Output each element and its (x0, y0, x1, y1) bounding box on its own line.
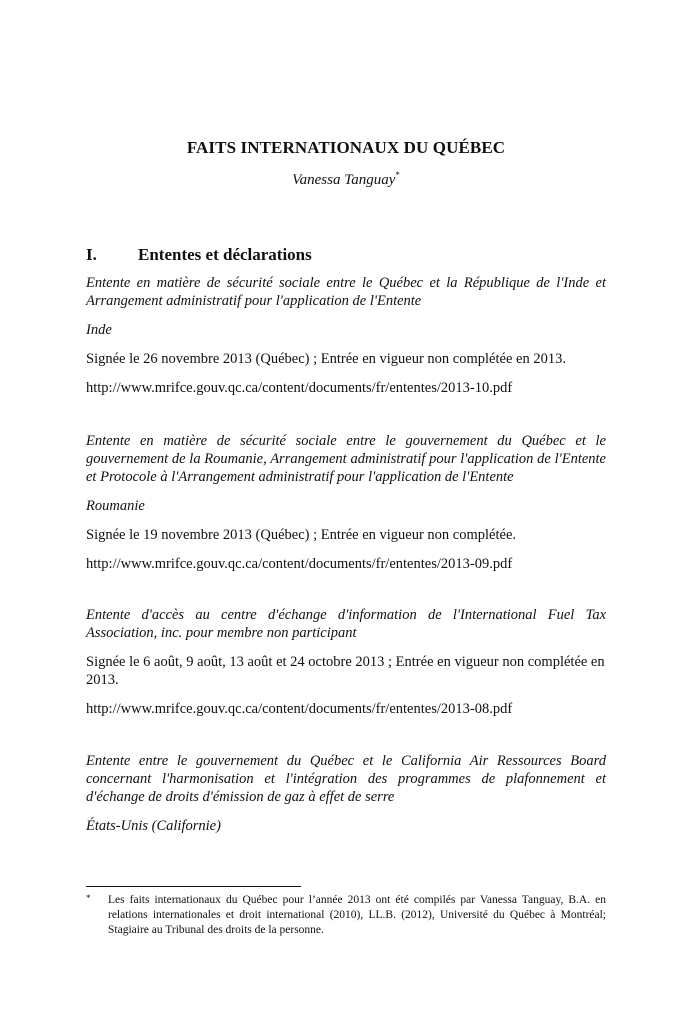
agreement-title: Entente en matière de sécurité sociale entre le Québec et la République de l'Inde et Arrangement administratif pour l'application de l'Entente (86, 275, 606, 309)
section-number: I. (86, 245, 97, 264)
agreement-title: Entente d'accès au centre d'échange d'information de l'International Fuel Tax Association, inc. pour membre non participant (86, 607, 606, 641)
agreement-country: Inde (86, 322, 112, 338)
author-line (86, 172, 606, 189)
author-name: Vanessa Tanguay (292, 172, 396, 188)
agreement-link[interactable]: http://www.mrifce.gouv.qc.ca/content/documents/fr/ententes/2013-08.pdf (86, 701, 513, 717)
footnote-text: Les faits internationaux du Québec pour l’année 2013 ont été compilés par Vanessa Tanguay, B.A. en relations internationales et droit international (2010), LL.B. (2012), Université du Québec à Montréal; Stagiaire au Tribunal des droits de la personne. (108, 894, 606, 936)
agreement-entry (86, 274, 606, 397)
agreement-link[interactable]: http://www.mrifce.gouv.qc.ca/content/documents/fr/ententes/2013-10.pdf (86, 380, 513, 396)
footnote (86, 893, 606, 938)
agreement-link[interactable]: http://www.mrifce.gouv.qc.ca/content/documents/fr/ententes/2013-09.pdf (86, 556, 513, 572)
agreement-entry (86, 606, 606, 718)
document-page (86, 0, 606, 1024)
agreement-entry (86, 432, 606, 573)
agreement-title: Entente en matière de sécurité sociale entre le gouvernement du Québec et le gouvernement de la Roumanie, Arrangement administratif pour l'application de l'Entente et Protocole à l'Arrangement administratif pour l'application de l'Entente (86, 433, 606, 485)
agreement-signature-status: Signée le 6 août, 9 août, 13 août et 24 octobre 2013 ; Entrée en vigueur non complétée en 2013. (86, 654, 605, 688)
agreement-entry (86, 752, 606, 846)
agreement-country: États-Unis (Californie) (86, 818, 221, 834)
agreement-title: Entente entre le gouvernement du Québec et le California Air Ressources Board concernant l'harmonisation et l'intégration des programmes de plafonnement et d'échange de droits d'émission de gaz à effet de serre (86, 753, 606, 805)
section-title: Ententes et déclarations (138, 245, 312, 264)
agreement-signature-status: Signée le 26 novembre 2013 (Québec) ; Entrée en vigueur non complétée en 2013. (86, 351, 566, 367)
footnote-separator (86, 886, 301, 887)
section-heading (86, 245, 606, 265)
author-footnote-mark: * (395, 170, 400, 180)
footnote-mark: * (86, 893, 91, 903)
agreement-country: Roumanie (86, 498, 145, 514)
document-title: FAITS INTERNATIONAUX DU QUÉBEC (186, 138, 506, 157)
agreement-signature-status: Signée le 19 novembre 2013 (Québec) ; Entrée en vigueur non complétée. (86, 527, 517, 543)
